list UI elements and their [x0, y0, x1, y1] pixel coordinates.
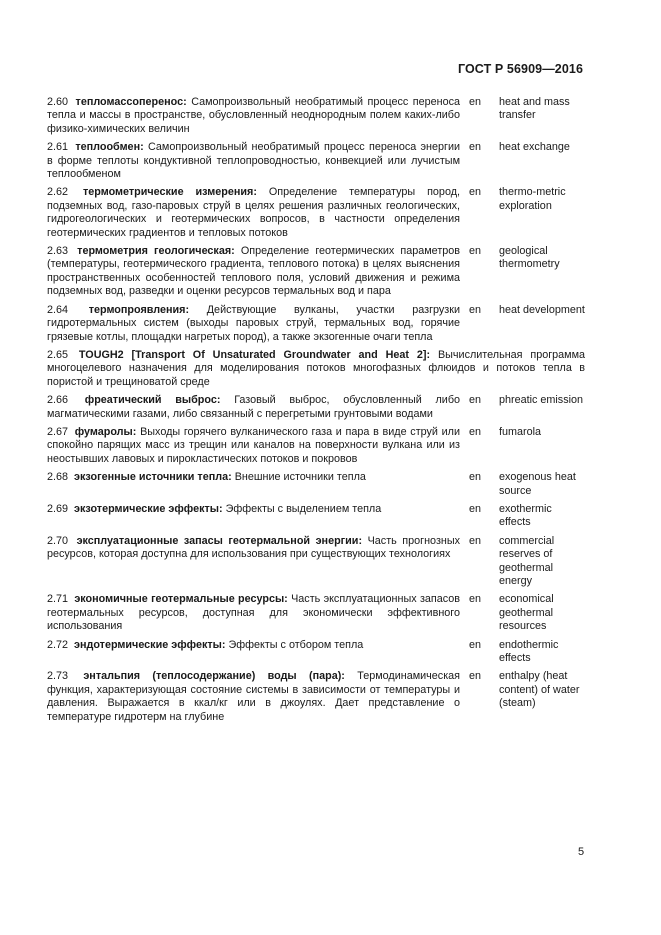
- entry-english-term: enthalpy (heat content) of water (steam): [499, 670, 580, 710]
- entry-language: en: [469, 593, 482, 606]
- glossary-entries: [47, 96, 585, 729]
- entry-definition: Часть прогнозных ресурсов, которая доступна для использования при существующих технологиях: [47, 534, 461, 561]
- entry-english-term: endothermic effects: [499, 638, 559, 665]
- entry-text: [47, 141, 460, 181]
- entry-number: 2.63: [47, 245, 69, 258]
- entry-english-term: geological thermometry: [499, 245, 560, 271]
- entry-language: en: [469, 638, 482, 651]
- entry-definition: Внешние источники тепла: [234, 471, 366, 484]
- entry-english-term: economical geothermal resources: [499, 593, 554, 633]
- entry-language: en: [469, 502, 482, 515]
- entry-number: 2.66: [47, 394, 69, 407]
- entry-term: экономичные геотермальные ресурсы:: [74, 593, 288, 606]
- entry-definition: Определение геотермических параметров (температуры, геотермического градиента, теплового потока) в целях выяснения пространственных особенностей теплового поля, условий движения и режима подземных вод, разведки и оценки ресурсов термальных вод и пара: [47, 245, 461, 298]
- entry-number: 2.64: [47, 303, 69, 316]
- glossary-entry-2-69: [47, 503, 585, 530]
- entry-term: TOUGH2 [Transport Of Unsaturated Groundwater and Heat 2]:: [78, 348, 431, 361]
- entry-term: теплообмен:: [75, 141, 144, 154]
- entry-definition: Действующие вулканы, участки разгрузки гидротермальных систем (выходы паровых струй, термальных вод, горячие грязевые котлы, площадки нагретых пород), а также экзогенные очаги тепла: [47, 303, 460, 343]
- entry-number: 2.62: [47, 186, 69, 199]
- entry-term: фреатический выброс:: [84, 394, 221, 407]
- entry-number: 2.60: [47, 96, 69, 108]
- entry-text: [47, 245, 460, 299]
- entry-term: тепломассоперенос:: [75, 96, 187, 108]
- entry-text: [47, 96, 460, 136]
- entry-term: фумаролы:: [74, 425, 137, 438]
- entry-text: [47, 503, 460, 530]
- glossary-entry-2-73: [47, 670, 585, 724]
- entry-language: en: [469, 245, 482, 258]
- entry-language: en: [469, 670, 482, 683]
- glossary-entry-2-62: [47, 186, 585, 240]
- entry-text: [47, 394, 460, 421]
- entry-english-term: fumarola: [499, 425, 542, 438]
- entry-number: 2.67: [47, 425, 69, 438]
- glossary-entry-2-66: [47, 394, 585, 421]
- entry-definition: Вычислительная программа многоцелевого назначения для моделирования потоков многофазных флюидов и потоков тепла в пористой и трещиноватой среде: [47, 348, 586, 388]
- entry-text: [47, 670, 460, 724]
- entry-definition: Эффекты с отбором тепла: [228, 638, 364, 651]
- entry-number: 2.70: [47, 534, 69, 547]
- entry-text: [47, 535, 460, 589]
- entry-term: экзогенные источники тепла:: [74, 471, 232, 484]
- entry-text: [47, 349, 585, 389]
- glossary-entry-2-63: [47, 245, 585, 299]
- glossary-entry-2-65: [47, 349, 585, 389]
- entry-definition: Самопроизвольный необратимый процесс переноса тепла и массы в пространстве, обусловленный неоднородным полем каких-либо физико-химических величин: [47, 96, 461, 135]
- entry-english-term: exothermic effects: [499, 502, 552, 529]
- entry-language: en: [469, 425, 482, 438]
- glossary-entry-2-70: [47, 535, 585, 589]
- entry-number: 2.69: [47, 502, 69, 515]
- entry-text: [47, 639, 460, 666]
- entry-definition: Выходы горячего вулканического газа и пара в виде струй или спокойно парящих масс из трещин или каналов на поверхности вулкана или из неостывших лавовых и пирокластических потоков и покровов: [47, 425, 461, 465]
- entry-number: 2.65: [47, 348, 69, 361]
- entry-definition: Газовый выброс, обусловленный либо магматическими газами, либо связанный с перегретыми грунтовыми водами: [47, 394, 461, 420]
- entry-english-term: heat exchange: [499, 141, 570, 154]
- glossary-entry-2-72: [47, 639, 585, 666]
- entry-number: 2.73: [47, 670, 69, 683]
- entry-english-term: heat and mass transfer: [499, 96, 570, 122]
- entry-definition: Часть эксплуатационных запасов геотермальных ресурсов, доступная для экономически эффективного использования: [47, 593, 461, 633]
- entry-number: 2.68: [47, 471, 69, 484]
- entry-number: 2.72: [47, 638, 69, 651]
- entry-language: en: [469, 394, 482, 407]
- entry-term: эндотермические эффекты:: [74, 638, 226, 651]
- entry-text: [47, 426, 460, 466]
- glossary-entry-2-60: [47, 96, 585, 136]
- entry-language: en: [469, 303, 482, 316]
- entry-term: экзотермические эффекты:: [74, 502, 223, 515]
- entry-english-term: phreatic emission: [499, 394, 584, 407]
- entry-term: термометрические измерения:: [82, 186, 257, 199]
- entry-definition: Самопроизвольный необратимый процесс переноса энергии в форме теплоты кондуктивной теплопроводностью, конвекцией или лучистым теплообменом: [47, 141, 461, 181]
- entry-text: [47, 471, 460, 498]
- glossary-entry-2-68: [47, 471, 585, 498]
- glossary-entry-2-61: [47, 141, 585, 181]
- entry-text: [47, 304, 460, 344]
- page-number: 5: [578, 846, 585, 858]
- document-header: ГОСТ Р 56909—2016: [457, 62, 583, 76]
- entry-text: [47, 593, 460, 633]
- entry-term: эксплуатационные запасы геотермальной энергии:: [76, 534, 363, 547]
- entry-language: en: [469, 96, 482, 108]
- entry-term: термопроявления:: [88, 303, 190, 316]
- entry-text: [47, 186, 460, 240]
- entry-language: en: [469, 186, 482, 199]
- entry-definition: Эффекты с выделением тепла: [225, 502, 382, 515]
- entry-language: en: [469, 534, 482, 547]
- entry-definition: Термодинамическая функция, характеризующая состояние системы в зависимости от температуры и давления. Выражается в ккал/кг или в джоулях. Дает представление о температуре гидротерм на глубине: [47, 670, 460, 723]
- glossary-entry-2-64: [47, 304, 585, 344]
- entry-language: en: [469, 471, 482, 484]
- entry-number: 2.71: [47, 593, 69, 606]
- entry-english-term: commercial reserves of geothermal energy: [499, 534, 555, 587]
- entry-term: энтальпия (теплосодержание) воды (пара):: [83, 670, 345, 683]
- entry-english-term: thermo-metric exploration: [499, 186, 566, 212]
- entry-number: 2.61: [47, 141, 69, 154]
- entry-language: en: [469, 141, 482, 154]
- glossary-entry-2-71: [47, 593, 585, 633]
- entry-english-term: exogenous heat source: [499, 471, 576, 497]
- entry-definition: Определение температуры пород, подземных вод, газо-паровых струй в целях решения различных геологических, гидрогеологических и геотермических вопросов, в частности определения геотермических градиентов и тепловых потоков: [47, 186, 461, 239]
- entry-term: термометрия геологическая:: [77, 245, 235, 258]
- glossary-entry-2-67: [47, 426, 585, 466]
- entry-english-term: heat development: [499, 303, 585, 316]
